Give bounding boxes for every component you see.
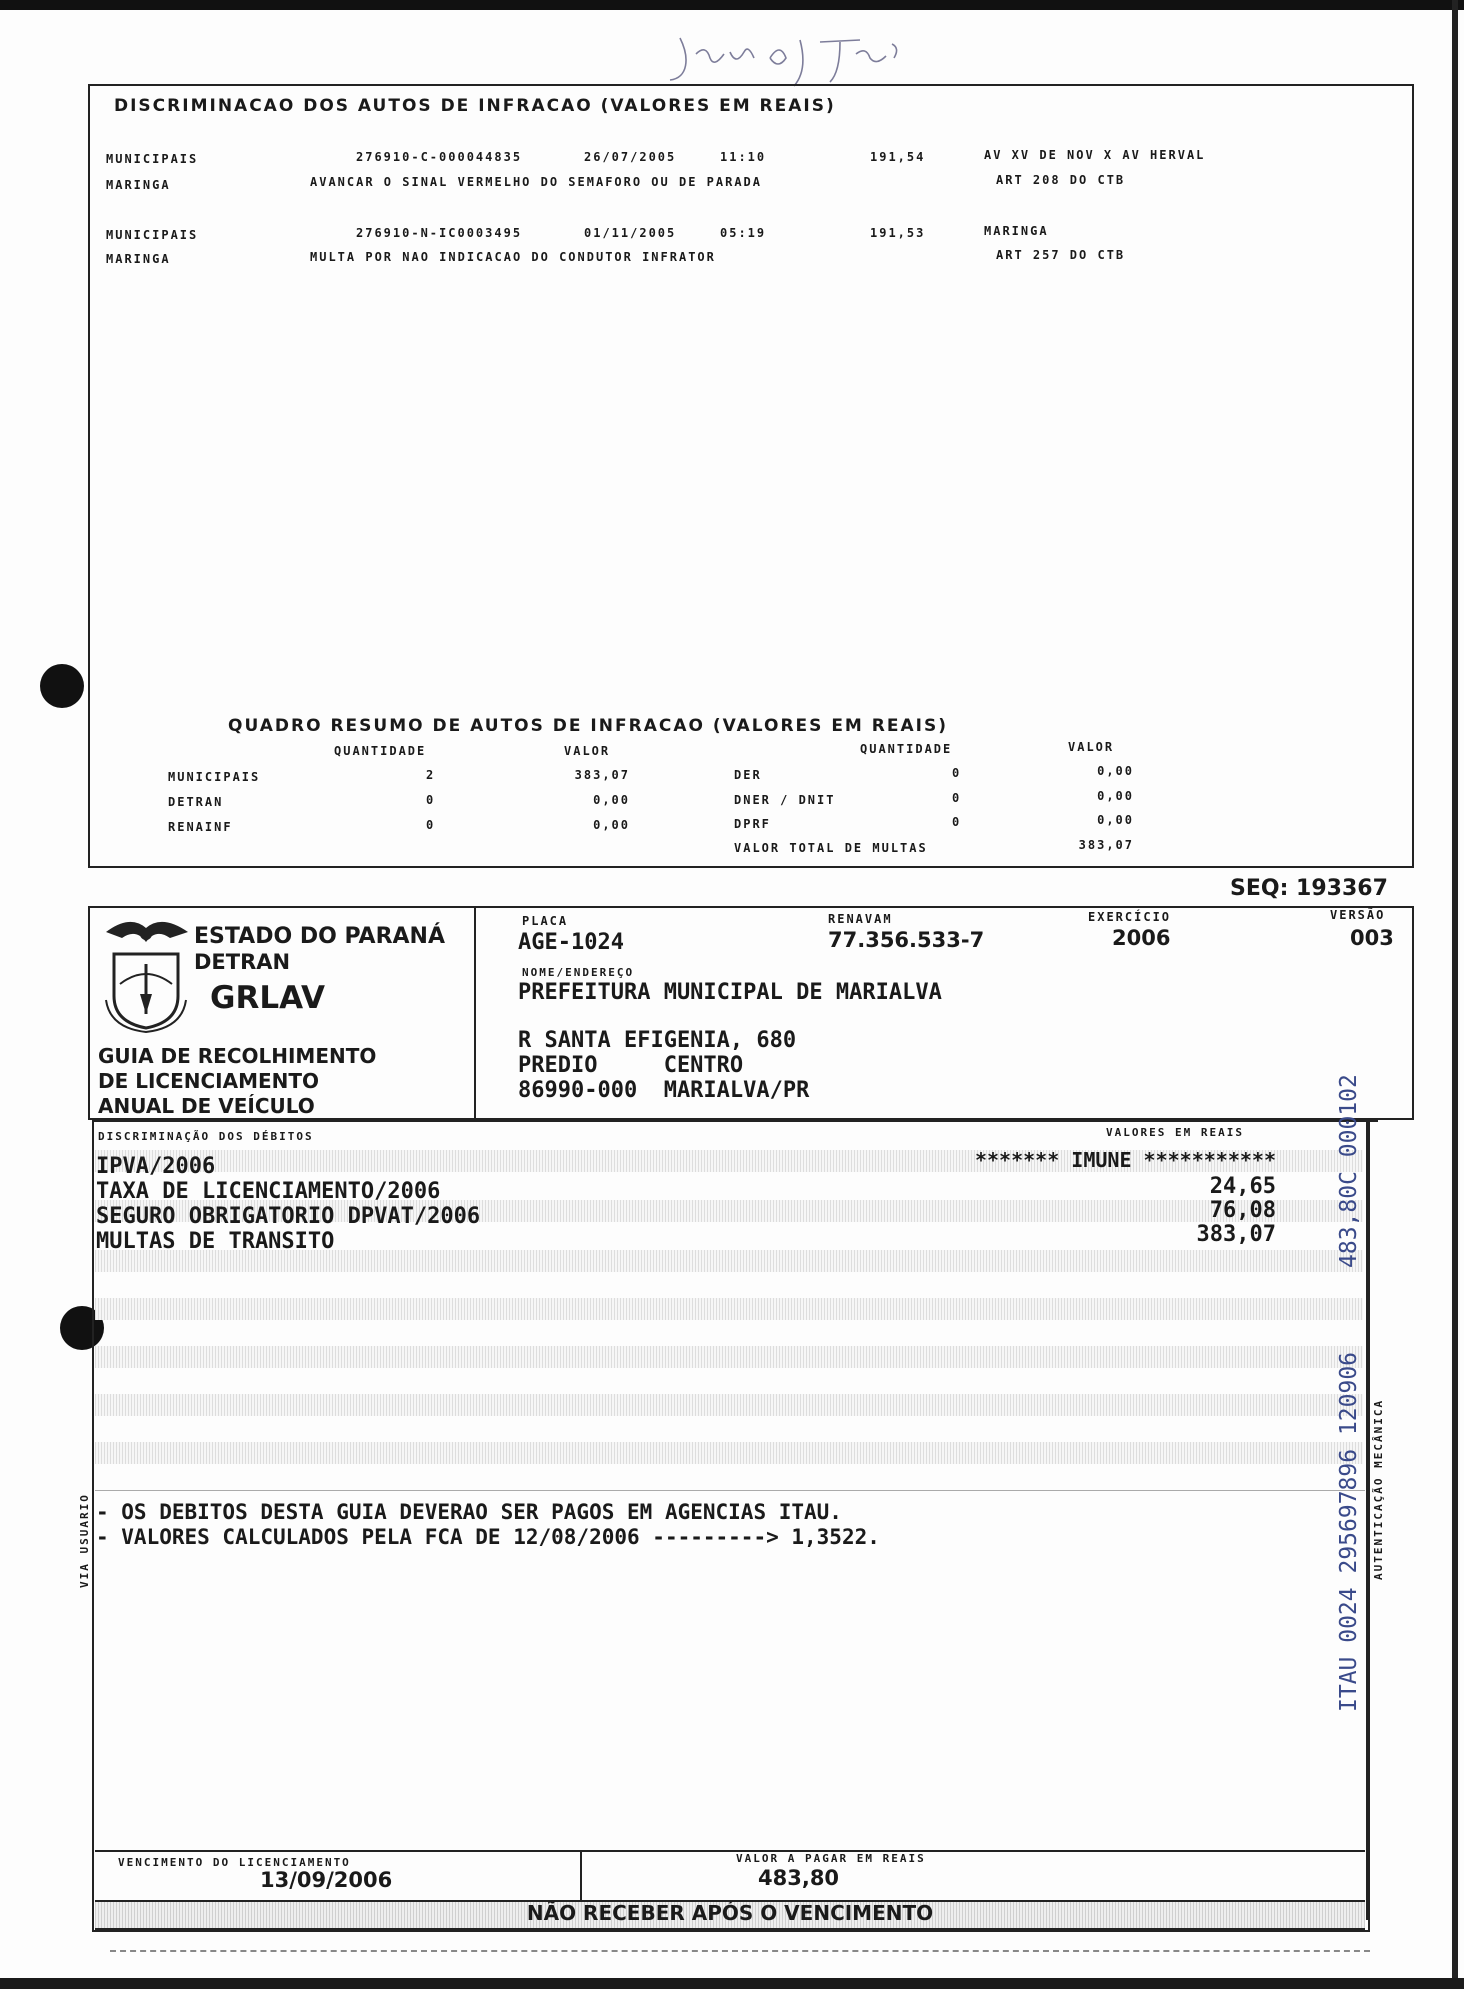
infracao-valor: 191,54 (870, 150, 926, 164)
scan-edge-right (1452, 0, 1458, 1989)
resumo-label: DPRF (734, 817, 771, 831)
resumo-col-valor: VALOR (564, 744, 611, 758)
row-stripe (95, 1346, 1363, 1368)
detran-label: DETRAN (194, 950, 291, 974)
estado-label: ESTADO DO PARANÁ (194, 924, 445, 949)
resumo-qtd: 0 (426, 793, 436, 807)
footer-rule (95, 1850, 1365, 1852)
placa-value: AGE-1024 (518, 930, 624, 955)
perforation-line (110, 1950, 1370, 1952)
row-stripe (95, 1394, 1363, 1416)
resumo-valor: 0,00 (1097, 764, 1134, 778)
infracao-local: MARINGA (984, 224, 1049, 238)
resumo-valor: 0,00 (1097, 813, 1134, 827)
resumo-label: MUNICIPAIS (168, 770, 261, 784)
resumo-col-valor: VALOR (1068, 740, 1115, 754)
renavam-label: RENAVAM (828, 912, 893, 926)
valores-em-reais-label: VALORES EM REAIS (1106, 1126, 1244, 1139)
guia-title-line1: GUIA DE RECOLHIMENTO (98, 1044, 377, 1068)
resumo-label: DER (734, 768, 762, 782)
infracao-municipio: MARINGA (106, 178, 171, 192)
debito-valor: 24,65 (1209, 1174, 1276, 1199)
nome-endereco-label: NOME/ENDEREÇO (522, 966, 635, 979)
scan-edge-top (0, 0, 1464, 10)
resumo-title: QUADRO RESUMO DE AUTOS DE INFRACAO (VALORES EM REAIS) (228, 716, 948, 736)
infracao-auto: 276910-C-000044835 (356, 150, 523, 164)
debito-valor: ******* IMUNE *********** (974, 1148, 1276, 1172)
versao-label: VERSÃO (1330, 908, 1386, 922)
infracao-descricao: AVANCAR O SINAL VERMELHO DO SEMAFORO OU DE PARADA (310, 175, 763, 189)
valor-a-pagar-label: VALOR A PAGAR EM REAIS (736, 1852, 926, 1865)
guia-title-line2: DE LICENCIAMENTO (98, 1069, 320, 1093)
endereco-line3: 86990-000 MARIALVA/PR (518, 1078, 810, 1103)
header-divider (474, 906, 476, 1118)
exercicio-label: EXERCÍCIO (1088, 910, 1172, 924)
debito-desc: SEGURO OBRIGATORIO DPVAT/2006 (96, 1204, 481, 1229)
endereco-line2: PREDIO CENTRO (518, 1053, 744, 1078)
infracao-data: 26/07/2005 (584, 150, 677, 164)
vencimento-value: 13/09/2006 (260, 1868, 393, 1892)
resumo-col-qtd: QUANTIDADE (860, 742, 953, 756)
infracao-hora: 05:19 (720, 226, 767, 240)
infracao-artigo: ART 257 DO CTB (996, 248, 1126, 262)
infracao-hora: 11:10 (720, 150, 767, 164)
infracao-municipio: MARINGA (106, 252, 171, 266)
autenticacao-codigo: ITAU 0024 295697896 120906 (1336, 1351, 1362, 1712)
debito-valor: 383,07 (1196, 1222, 1276, 1247)
infracao-artigo: ART 208 DO CTB (996, 173, 1126, 187)
infracao-orgao: MUNICIPAIS (106, 152, 199, 166)
aviso-vencimento: NÃO RECEBER APÓS O VENCIMENTO (526, 1901, 934, 1925)
resumo-qtd: 0 (426, 818, 436, 832)
autenticacao-divider (1366, 1120, 1368, 1920)
handwritten-signature (660, 18, 960, 88)
resumo-label: RENAINF (168, 820, 233, 834)
infracoes-panel (88, 84, 1414, 868)
placa-label: PLACA (522, 914, 569, 928)
observacao-line2: - VALORES CALCULADOS PELA FCA DE 12/08/2006 ---------> 1,3522. (96, 1525, 880, 1549)
endereco-line1: R SANTA EFIGENIA, 680 (518, 1028, 797, 1053)
resumo-total-label: VALOR TOTAL DE MULTAS (734, 841, 928, 855)
resumo-qtd: 2 (426, 768, 436, 782)
autenticacao-mecanica-label: AUTENTICAÇÃO MECÂNICA (1372, 1398, 1385, 1580)
infracao-descricao: MULTA POR NAO INDICACAO DO CONDUTOR INFRATOR (310, 250, 716, 264)
resumo-valor: 383,07 (574, 768, 630, 782)
via-usuario-label: VIA USUARIO (78, 1493, 91, 1588)
guia-title-line3: ANUAL DE VEÍCULO (98, 1094, 315, 1118)
infracao-orgao: MUNICIPAIS (106, 228, 199, 242)
renavam-value: 77.356.533-7 (828, 928, 985, 952)
infracao-data: 01/11/2005 (584, 226, 677, 240)
resumo-total-valor: 383,07 (1078, 838, 1134, 852)
infracao-valor: 191,53 (870, 226, 926, 240)
debito-valor: 76,08 (1209, 1198, 1276, 1223)
footer-divider (580, 1850, 582, 1902)
vencimento-label: VENCIMENTO DO LICENCIAMENTO (118, 1856, 351, 1869)
resumo-valor: 0,00 (593, 793, 630, 807)
valor-a-pagar-value: 483,80 (758, 1866, 840, 1890)
punch-hole-icon (40, 664, 84, 708)
debito-desc: IPVA/2006 (96, 1154, 216, 1179)
observacao-line1: - OS DEBITOS DESTA GUIA DEVERAO SER PAGOS EM AGENCIAS ITAU. (96, 1500, 842, 1524)
debitos-title: DISCRIMINAÇÃO DOS DÉBITOS (98, 1130, 314, 1143)
observacoes-rule (95, 1490, 1365, 1491)
row-stripe (95, 1298, 1363, 1320)
row-stripe (95, 1442, 1363, 1464)
debito-desc: MULTAS DE TRANSITO (96, 1229, 335, 1254)
debito-desc: TAXA DE LICENCIAMENTO/2006 (96, 1179, 441, 1204)
resumo-qtd: 0 (952, 815, 962, 829)
resumo-qtd: 0 (952, 791, 962, 805)
scan-edge-bottom (0, 1978, 1464, 1989)
nome-value: PREFEITURA MUNICIPAL DE MARIALVA (518, 980, 942, 1005)
grlav-label: GRLAV (210, 980, 325, 1016)
resumo-label: DETRAN (168, 795, 224, 809)
infracoes-title: DISCRIMINACAO DOS AUTOS DE INFRACAO (VALORES EM REAIS) (114, 96, 836, 116)
resumo-qtd: 0 (952, 766, 962, 780)
resumo-valor: 0,00 (1097, 789, 1134, 803)
parana-coat-of-arms-icon (100, 914, 192, 1034)
autenticacao-valor: 483,80C 000102 (1336, 1074, 1362, 1268)
infracao-auto: 276910-N-IC0003495 (356, 226, 523, 240)
exercicio-value: 2006 (1112, 926, 1171, 950)
resumo-valor: 0,00 (593, 818, 630, 832)
resumo-col-qtd: QUANTIDADE (334, 744, 427, 758)
versao-value: 003 (1350, 926, 1394, 950)
sequence-number: SEQ: 193367 (1230, 876, 1388, 901)
resumo-label: DNER / DNIT (734, 793, 836, 807)
infracao-local: AV XV DE NOV X AV HERVAL (984, 148, 1206, 162)
